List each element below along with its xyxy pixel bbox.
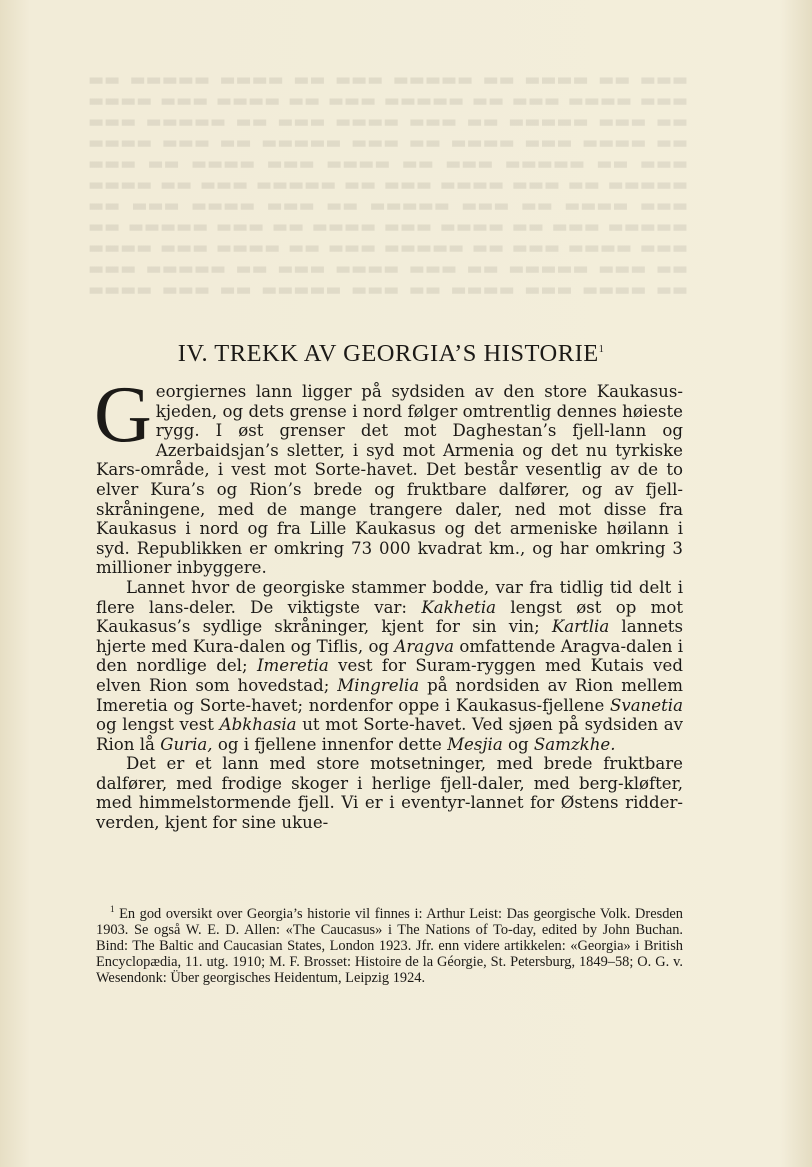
region-name: Samzkhe. [533,734,616,754]
footnote-reference: 1 [598,343,605,355]
paragraph-1 [94,371,683,578]
region-name: Kartlia [551,617,610,637]
footnote [96,901,683,986]
region-name: Guria, [160,734,213,754]
region-name: Mesjia [447,734,503,754]
region-name: Kakhetia [421,597,497,617]
text-run: vest for Suram-ryggen med Kutais ved elven Rion som hovedstad; [96,656,683,695]
paragraph-2 [96,578,683,754]
chapter-title: TREKK AV GEORGIA’S HISTORIE [214,340,599,367]
text-run: og [502,734,534,754]
text-run: lannets hjerte med Kura-dalen og Tiflis, og [96,617,683,656]
region-name: Svanetia [609,695,683,715]
text-run: omfattende Aragva-dalen i den nordlige del; [96,636,683,676]
region-name: Abkhasia [219,715,297,735]
paragraph-1-text: eorgiernes lann ligger på sydsiden av den store Kaukasus-kjeden, og dets grense i nord følger omtrentlig dennes høieste rygg. I øst grenser det mot Daghestan’s fjell-lann og Azerbaidsjan’s sletter, i syd mot Armenia og det nu tyrkiske Kars-område, i vest mot Sorte-havet. Det består vesentlig av de to elver Kura’s og Rion’s brede og fruktbare dalfører, og av fjell-skråningene, med de mange trangere daler, ned mot disse fra Kaukasus i nord og fra Lille Kaukasus og det armeniske høilann i syd. Republikken er omkring 73 000 kvadrat km., og har omkring 3 millioner inbyggere. [96,382,683,578]
text-run: lengst øst op mot Kaukasus’s sydlige skråninger, kjent for sin vin; [96,597,684,637]
text-run: og lengst vest [96,715,220,735]
text-run: på nordsiden av Rion mellem Imeretia og Sorte-havet; nordenfor oppe i Kaukasus-fjellene [96,675,683,715]
drop-cap: G [94,371,152,459]
text-run: og i fjellene innenfor dette [212,734,448,754]
chapter-number: IV. [177,340,209,367]
text-run: Lannet hvor de georgiske stammer bodde, var fra tidlig tid delt i flere lans-deler. De viktigste var: [96,577,683,617]
region-name: Aragva [394,636,455,656]
show-through-texture: ▬▬▬ ▬▬ ▬▬▬▬ ▬▬ ▬▬▬▬▬ ▬▬▬ ▬▬ ▬▬▬▬ ▬▬▬▬▬ ▬▬ ▬▬▬ ▬▬▬▬ ▬▬▬ ▬▬ ▬▬▬▬▬ ▬▬▬ ▬▬ ▬▬▬▬ ▬▬▬ ▬▬▬▬ ▬▬ ▬▬▬ ▬▬▬▬▬ ▬▬ ▬▬▬ ▬▬▬▬ ▬▬▬ ▬▬ ▬▬▬▬▬ ▬▬▬ ▬▬ ▬▬▬▬ ▬▬▬ ▬▬▬▬ ▬▬ ▬▬▬ ▬▬▬▬▬ ▬▬ ▬▬▬ ▬▬▬▬ ▬▬▬ ▬▬ ▬▬▬▬▬ ▬▬▬ ▬▬ ▬▬▬▬ ▬▬▬ ▬▬▬▬ ▬▬ ▬▬▬ ▬▬▬▬▬ ▬▬ ▬▬▬ ▬▬▬▬ ▬▬▬ ▬▬ ▬▬▬▬▬ ▬▬▬ ▬▬ ▬▬▬▬ ▬▬▬ ▬▬▬▬ ▬▬ ▬▬▬ ▬▬▬▬▬ ▬▬ ▬▬▬ ▬▬▬▬ ▬▬▬ ▬▬ ▬▬▬▬▬ ▬▬▬ ▬▬ ▬▬▬▬ ▬▬▬ ▬▬▬▬ ▬▬ ▬▬▬ ▬▬▬▬▬ ▬▬ ▬▬▬ ▬▬▬▬ ▬▬▬ ▬▬ ▬▬▬▬▬ ▬▬▬ ▬▬ ▬▬▬▬ ▬▬▬ ▬▬▬▬ ▬▬ ▬▬▬ ▬▬▬▬▬ ▬▬ ▬▬▬ ▬▬▬▬ ▬▬▬ ▬▬ ▬▬▬▬▬ ▬▬▬ ▬▬ ▬▬▬▬ ▬▬▬ ▬▬▬▬ ▬▬ ▬▬▬ ▬▬▬▬▬ ▬▬ ▬▬▬ ▬▬▬▬ [88,70,688,300]
text-run: ut mot Sorte-havet. Ved sjøen på sydsiden av Rion lå [96,715,683,754]
region-name: Imeretia [256,656,329,676]
body-text [94,371,684,833]
chapter-heading [96,340,686,368]
region-name: Mingrelia [337,675,420,695]
footnote-text: En god oversikt over Georgia’s historie vil finnes i: Arthur Leist: Das georgische Volk. Dresden 1903. Se også W. E. D. Allen: «The Caucasus» i The Nations of To-day, edited by John Buchan. Bind: The Baltic and Caucasian States, London 1923. Jfr. enn videre artikkelen: «Georgia» i British Encyclopædia, 11. utg. 1910; M. F. Brosset: Histoire de la Géorgie, St. Petersburg, 1849–58; O. G. v. Wesendonk: Über georgisches Heidentum, Leipzig 1924. [96,905,683,986]
paragraph-3: Det er et lann med store motsetninger, med brede fruktbare dalfører, med frodige skoger i herlige fjell-daler, med berg-kløfter, med himmelstormende fjell. Vi er i eventyr-lannet for Østens ridder-verden, kjent for sine ukue- [96,754,683,833]
footnote-marker: 1 [110,904,115,914]
